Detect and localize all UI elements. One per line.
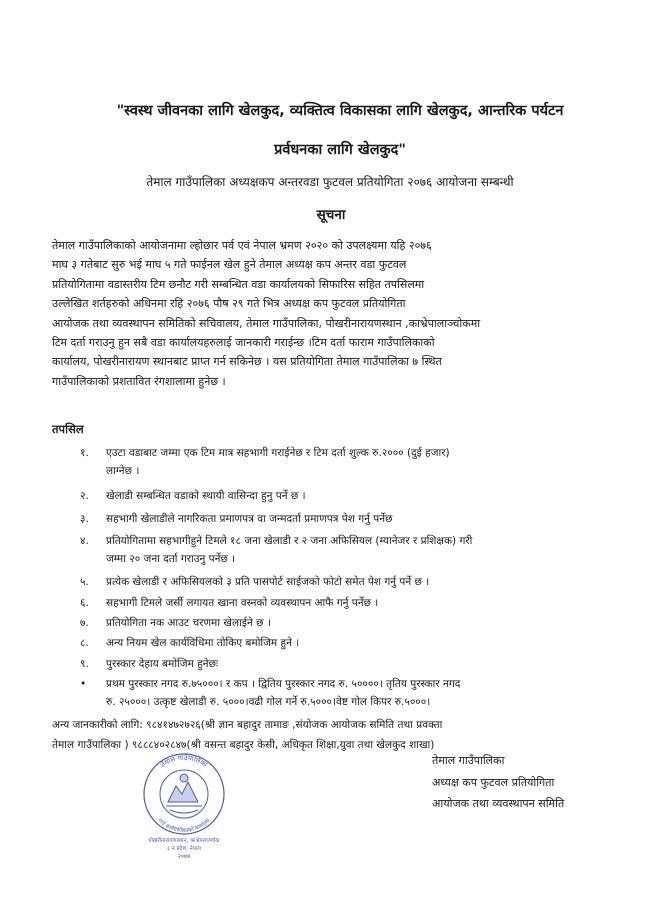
intro-paragraph: [52, 236, 608, 391]
slogan-line-2: प्रर्वधनका लागि खेलकुद": [274, 142, 406, 158]
intro-line: उल्लेखित शर्तहरुको अधिनमा रहि २०७६ पौष २९ गते भित्र अध्यक्ष कप फुटवल प्रतियोगिता: [52, 297, 406, 311]
condition-text-continued: जम्मा २० जना दर्ता गराउनु पर्नेछ ।: [106, 553, 236, 565]
svg-text:तेमाल गाउँपालिका: [159, 753, 209, 769]
condition-number: ४.: [80, 535, 89, 547]
condition-number: ६.: [80, 597, 89, 609]
intro-line: गाउँपालिकाको प्रशतावित रंगशालामा हुनेछ ।: [52, 374, 226, 388]
signature-line-3: आयोजक तथा व्यवस्थापन समिति: [432, 797, 565, 810]
official-seal-stamp: [140, 752, 228, 862]
condition-text: पुरस्कार देहाय बमोजिम हुनेछः: [106, 658, 219, 670]
seal-province: ३ नं प्रदेश, नेपाल: [166, 846, 202, 852]
intro-line: तेमाल गाउँपालिकाको आयोजनामा ल्होछार पर्व एवं नेपाल भ्रमण २०२० को उपलक्ष्यमा यहि २०७६: [52, 239, 432, 252]
condition-text: सहभागी टिमले जर्सी लगायत खाना वस्नको व्यवस्थापन आफै गर्नु पर्नेछ ।: [106, 597, 379, 609]
svg-text:गाउँ कार्यपालिकाको कार्यालय: [157, 817, 212, 834]
condition-text-continued: रु. २५०००। उत्कृष्ट खेलाडी रु. ५०००।वढी गोल गर्ने रु.५०००।वेष्ट गोल किपर रु.५०००।: [106, 696, 431, 708]
intro-line: टिम दर्ता गराउनु हुन सबै वडा कार्यालयहरुलाई जानकारी गराईन्छ ।टिम दर्ता फाराम गाउँपालिकाको: [52, 336, 435, 350]
seal-address: पोखरीनारायणस्थान, काभ्रेपलाञ्चोक: [148, 838, 220, 844]
signature-line-2: अध्यक्ष कप फुटवल प्रतियोगिता: [432, 776, 555, 789]
condition-text: प्रथम पुरस्कार नगद रु.७५०००। र कप । द्वितिय पुरस्कार नगद रु. ५००००। तृतिय पुरस्कार नगद: [106, 678, 461, 690]
condition-number: ५.: [80, 576, 89, 588]
condition-number: १.: [80, 447, 89, 459]
condition-number: ८.: [80, 637, 89, 649]
condition-text: खेलाडी सम्बन्धित वडाको स्थायी वासिन्दा हुनु पर्ने छ ।: [106, 490, 306, 502]
condition-number: ७.: [80, 617, 89, 629]
contact-line-1: अन्य जानकारीको लागि: ९८४१४७२७२६(श्री ज्ञान बहादुर तामाङ ,संयोजक आयोजक समिति तथा प्रवक्ता: [52, 719, 443, 731]
notice-heading: सूचना: [316, 207, 346, 223]
seal-ring-text-top: तेमाल गाउँपालिका: [159, 753, 209, 770]
condition-text: प्रतियोगिता नक आउट चरणमा खेलाईने छ ।: [106, 617, 271, 629]
condition-text-continued: लाग्नेछ ।: [106, 465, 140, 477]
conditions-title: तपसिल: [52, 422, 84, 436]
intro-line: प्रतियोगितामा वडास्तरीय टिम छनौट गरी सम्बन्धित वडा कार्यालयको सिफारिस सहित तपसिलमा: [52, 277, 425, 291]
signature-line-1: तेमाल गाउँपालिका: [432, 754, 505, 767]
contact-line-2: तेमाल गाउँपालिका ) ९८८८४०२८४७(श्री वसन्त बहादुर केसी, अधिकृत शिक्षा,युवा तथा खेलकुद शाखा): [52, 739, 435, 751]
seal-emblem-icon: [166, 774, 202, 813]
seal-year: २०७४: [177, 853, 191, 860]
notice-subtitle: तेमाल गाउँपालिका अध्यक्षकप अन्तरवडा फुटवल प्रतियोगिता २०७६ आयोजना सम्बन्धी: [146, 175, 514, 189]
condition-text: सहभागी खेलाडीले नागरिकता प्रमाणपत्र वा जन्मदर्ता प्रमाणपत्र पेश गर्नु पर्नेछ: [106, 513, 393, 525]
condition-number: २.: [80, 490, 89, 502]
intro-line: कार्यालय, पोखरीनारायण स्थानबाट प्राप्त गर्न सकिनेछ । यस प्रतियोगिता तेमाल गाउँपालिका ७ स्थित: [52, 355, 442, 369]
bullet-icon: •: [80, 678, 87, 690]
condition-text: प्रतियोगितामा सहभागीहुने टिमले १८ जना खेलाडी र २ जना अफिसियल (म्यानेजर र प्रशिक्षक) गरी: [106, 535, 473, 547]
condition-number: ३.: [80, 513, 89, 525]
intro-line: माघ ३ गतेबाट सुरु भई माघ ५ गते फाईनल खेल हुने तेमाल अध्यक्ष कप अन्तर वडा फुटवल: [52, 258, 407, 272]
condition-number: ९.: [80, 658, 89, 670]
seal-ring-text-bottom: गाउँ कार्यपालिकाको कार्यालय: [156, 817, 212, 835]
slogan-line-1: "स्वस्थ जीवनका लागि खेलकुद, व्यक्तित्व विकासका लागि खेलकुद, आन्तरिक पर्यटन: [116, 103, 564, 119]
condition-text: अन्य नियम खेल कार्यविधिमा तोकिए बमोजिम हुने ।: [106, 637, 300, 649]
condition-text: प्रत्येक खेलाडी र अफिसियलको ३ प्रति पासपोर्ट साईजको फोटो समेत पेश गर्नु पर्ने छ ।: [106, 576, 430, 588]
condition-text: एउटा वडाबाट जम्मा एक टिम मात्र सहभागी गराईनेछ र टिम दर्ता शुल्क रु.२००० (दुई हजार): [106, 447, 450, 459]
intro-line: आयोजक तथा व्यवस्थापन समितिको सचिवालय, तेमाल गाउँपालिका, पोखरीनारायणस्थान ,काभ्रेपालाञ्चोकमा: [52, 316, 481, 330]
